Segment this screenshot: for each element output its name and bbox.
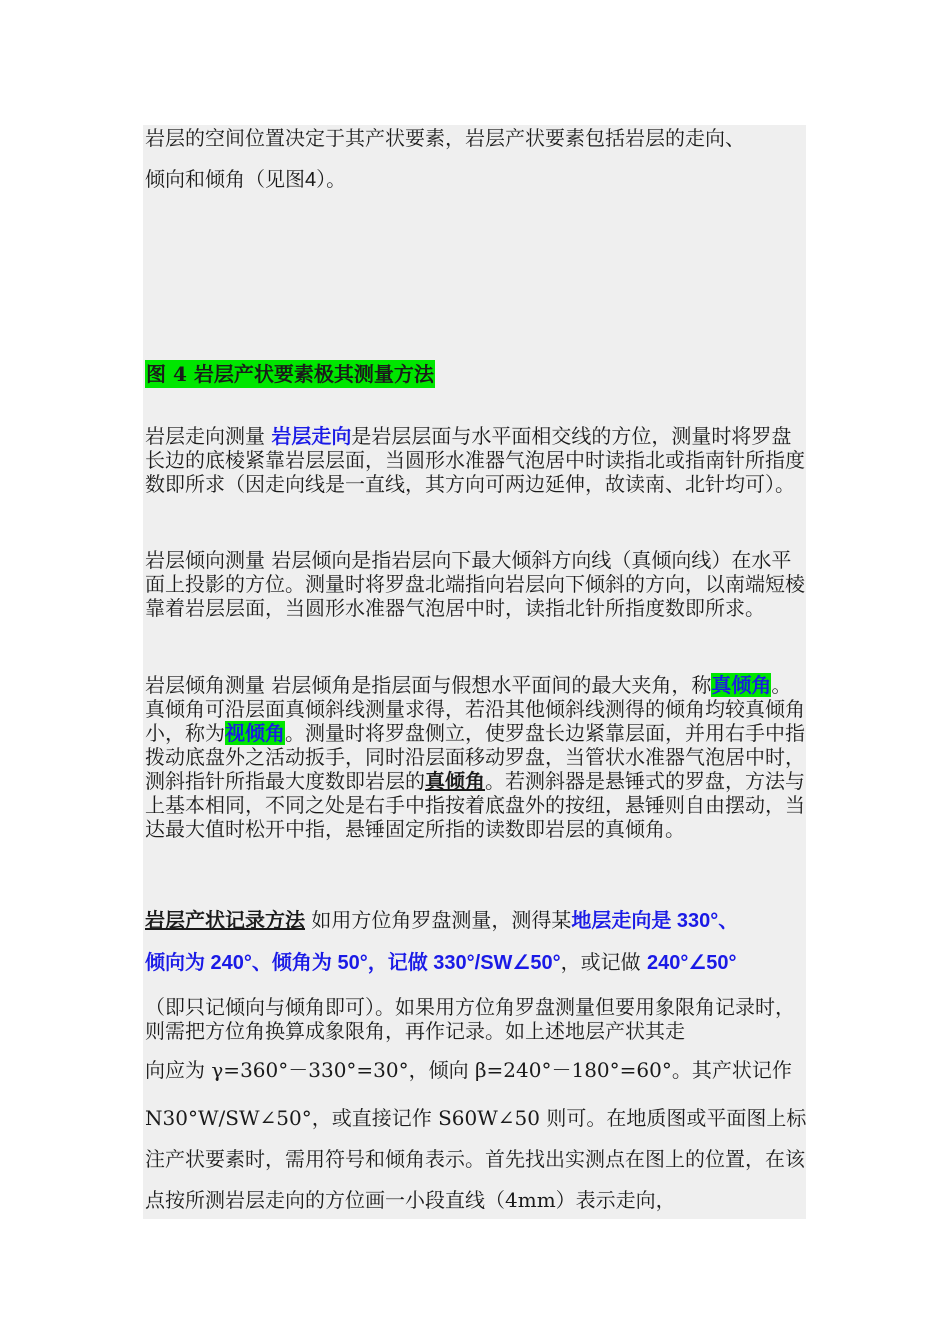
intro-line-2-end: ）。 (316, 167, 347, 191)
apparent-dip-term: 视倾角 (225, 721, 285, 745)
dip-angle-paragraph (145, 673, 807, 841)
record-alt-value: 240°∠50° (646, 952, 737, 974)
intro-line-1: 岩层的空间位置决定于其产状要素，岩层产状要素包括岩层的走向、 (145, 126, 745, 150)
record-strike-value: 地层走向是 330°、 (571, 910, 739, 932)
record-paragraph-3: 向应为 γ=360°－330°=30°，倾向 β=240°－180°=60°。其产状记作 (145, 1058, 792, 1082)
dip-angle-text-4: 。若测斜器是悬锤式的罗盘，方法与上基本相同，不同之处是右手中指按着底盘外的按纽，悬锤则自由摆动，当达最大值时松开中指，悬锤固定所指的读数即岩层的真倾角。 (145, 769, 805, 841)
strike-paragraph (145, 424, 807, 496)
true-dip-underlined: 真倾角 (425, 769, 485, 793)
strike-lead: 岩层走向测量 (145, 424, 272, 448)
strike-term: 岩层走向 (271, 424, 352, 448)
record-paragraph-1 (145, 900, 807, 984)
dip-direction-paragraph: 岩层倾向测量 岩层倾向是指岩层向下最大倾斜方向线（真倾向线）在水平面上投影的方位。测量时将罗盘北端指向岩层向下倾斜的方向，以南端短棱靠着岩层层面，当圆形水准器气泡居中时，读指北针所指度数即所求。 (145, 548, 805, 620)
dip-angle-text-3: 。测量时将罗盘侧立，使罗盘长边紧靠层面，并用右手中指拨动底盘外之活动扳手，同时沿层面移动罗盘，当管状水准器气泡居中时，测斜指针所指最大度数即岩层的 (145, 721, 805, 793)
true-dip-term: 真倾角 (711, 673, 772, 697)
figure-caption: 图 4 岩层产状要素极其测量方法 (146, 362, 434, 386)
figure-reference: 4 (305, 169, 317, 191)
record-dip-value: 倾向为 240°、倾角为 50°，记做 330°/SW∠50° (145, 952, 561, 974)
intro-paragraph (145, 118, 807, 201)
record-title: 岩层产状记录方法 (145, 908, 305, 932)
strike-body: 是岩层层面与水平面相交线的方位，测量时将罗盘长边的底棱紧靠岩层层面，当圆形水准器气泡居中时读指北或指南针所指度数即所求（因走向线是一直线，其方向可两边延伸，故读南、北针均可）。 (145, 424, 805, 496)
record-paragraph-2: （即只记倾向与倾角即可）。如果用方位角罗盘测量但要用象限角记录时，则需把方位角换算成象限角，再作记录。如上述地层产状其走 (145, 995, 795, 1043)
record-text-1: 如用方位角罗盘测量，测得某 (305, 908, 572, 932)
dip-angle-text-2: 。真倾角可沿层面真倾斜线测量求得，若沿其他倾斜线测得的倾角均较真倾角小，称为 (145, 673, 805, 745)
record-paragraph-4: N30°W/SW∠50°，或直接记作 S60W∠50 则可。在地质图或平面图上标注产状要素时，需用符号和倾角表示。首先找出实测点在图上的位置，在该点按所测岩层走向的方位画一小段直线（4mm）表示走向， (145, 1106, 807, 1212)
record-text-2: ，或记做 (560, 950, 647, 974)
intro-line-2: 倾向和倾角（见图 (145, 167, 305, 191)
dip-angle-text-1: 岩层倾角测量 岩层倾角是指层面与假想水平面间的最大夹角，称 (145, 673, 712, 697)
